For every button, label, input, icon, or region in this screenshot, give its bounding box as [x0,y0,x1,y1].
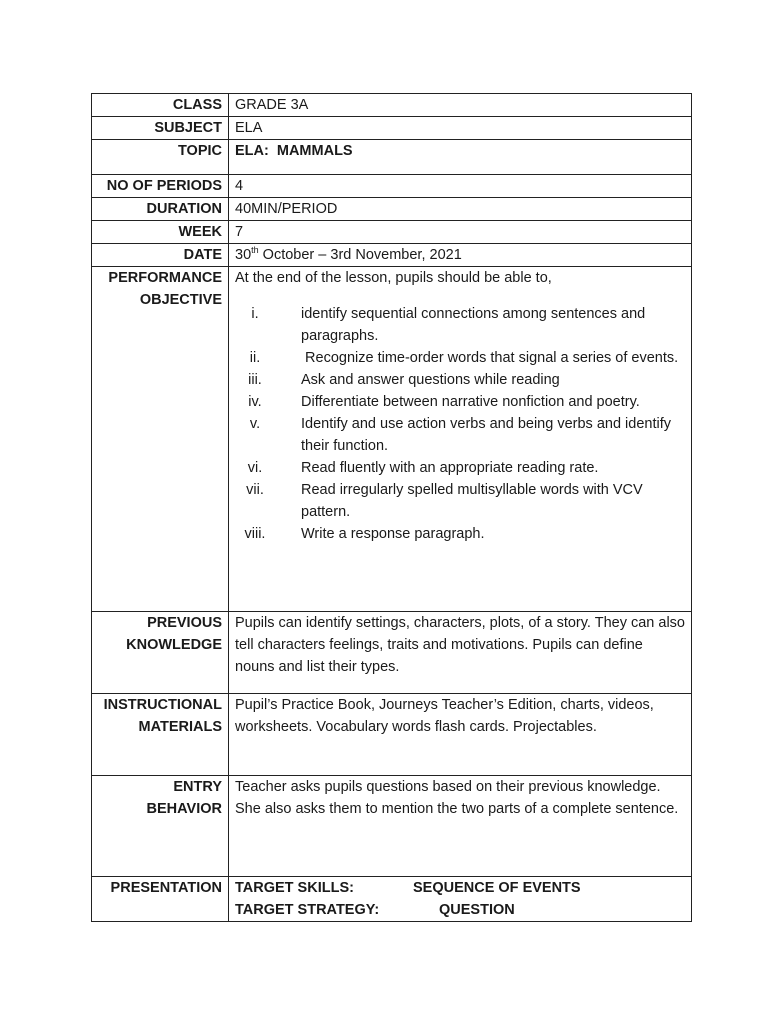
objective-label-line-2: OBJECTIVE [139,292,222,308]
objective-intro: At the end of the lesson, pupils should be able to, [235,270,552,286]
periods-value: 4 [229,175,692,198]
list-item-text: Read irregularly spelled multisyllable words with VCV pattern. [301,482,643,520]
target-skills-key: TARGET SKILLS: [235,880,354,896]
objective-value [229,267,692,612]
date-day: 30 [235,247,252,263]
entry-label-line-1: ENTRY [173,779,222,795]
class-label: CLASS [92,94,229,117]
week-value: 7 [229,221,692,244]
row-presentation [92,877,692,922]
row-entry-behavior [92,776,692,877]
list-item-number: iv. [248,394,262,410]
previous-label-line-2: KNOWLEDGE [126,637,222,653]
list-item [235,479,685,523]
periods-label: NO OF PERIODS [92,175,229,198]
instructional-materials-label [92,694,229,776]
list-item-number: ii. [249,350,261,366]
list-item [235,347,685,369]
target-skills-value: SEQUENCE OF EVENTS [413,880,581,896]
target-skills-line [235,877,685,899]
list-item [235,457,685,479]
entry-label-line-2: BEHAVIOR [146,801,222,817]
row-topic [92,140,692,175]
target-strategy-line [235,899,685,921]
list-item-text: Recognize time-order words that signal a series of events. [301,350,679,366]
previous-label-line-1: PREVIOUS [147,615,222,631]
date-label: DATE [92,244,229,267]
objective-list [235,303,685,545]
presentation-label: PRESENTATION [92,877,229,922]
list-item [235,369,685,391]
list-item [235,413,685,457]
list-item-text: Write a response paragraph. [301,526,485,542]
materials-label-line-2: MATERIALS [138,719,222,735]
lesson-plan-table [91,93,692,922]
list-item-number: vii. [246,482,264,498]
target-strategy-key: TARGET STRATEGY: [235,902,380,918]
list-item-text: Ask and answer questions while reading [301,372,560,388]
row-periods [92,175,692,198]
list-item [235,303,685,347]
list-item-number: vi. [247,460,263,476]
entry-behavior-value: Teacher asks pupils questions based on their previous knowledge. She also asks them to mention the two parts of a complete sentence. [229,776,692,877]
row-duration [92,198,692,221]
list-item-number: viii. [244,526,266,542]
target-strategy-value: QUESTION [439,902,515,918]
row-subject [92,117,692,140]
row-objective [92,267,692,612]
entry-behavior-label [92,776,229,877]
previous-knowledge-label [92,612,229,694]
row-week [92,221,692,244]
list-item-text: Differentiate between narrative nonfiction and poetry. [301,394,640,410]
instructional-materials-value: Pupil’s Practice Book, Journeys Teacher’s Edition, charts, videos, worksheets. Vocabulary words flash cards. Projectables. [229,694,692,776]
previous-knowledge-value: Pupils can identify settings, characters, plots, of a story. They can also tell characters feelings, traits and motivations. Pupils can define nouns and list their types. [229,612,692,694]
list-item-number: i. [251,306,259,322]
list-item-text: Read fluently with an appropriate reading rate. [301,460,599,476]
row-previous-knowledge [92,612,692,694]
date-rest: October – 3rd November, 2021 [258,247,462,263]
duration-label: DURATION [92,198,229,221]
presentation-value [229,877,692,922]
list-item-number: iii. [248,372,262,388]
list-item-text: identify sequential connections among sentences and paragraphs. [301,306,646,344]
class-value: GRADE 3A [229,94,692,117]
row-class [92,94,692,117]
list-item [235,391,685,413]
objective-label-line-1: PERFORMANCE [108,270,222,286]
duration-value: 40MIN/PERIOD [229,198,692,221]
topic-value: ELA: MAMMALS [229,140,692,175]
week-label: WEEK [92,221,229,244]
date-ordinal: th [251,245,259,256]
list-item [235,523,685,545]
row-instructional-materials [92,694,692,776]
date-value [229,244,692,267]
list-item-text: Identify and use action verbs and being verbs and identify their function. [301,416,671,454]
row-date [92,244,692,267]
subject-label: SUBJECT [92,117,229,140]
materials-label-line-1: INSTRUCTIONAL [103,697,222,713]
subject-value: ELA [229,117,692,140]
objective-label [92,267,229,612]
list-item-number: v. [249,416,261,432]
topic-label: TOPIC [92,140,229,175]
